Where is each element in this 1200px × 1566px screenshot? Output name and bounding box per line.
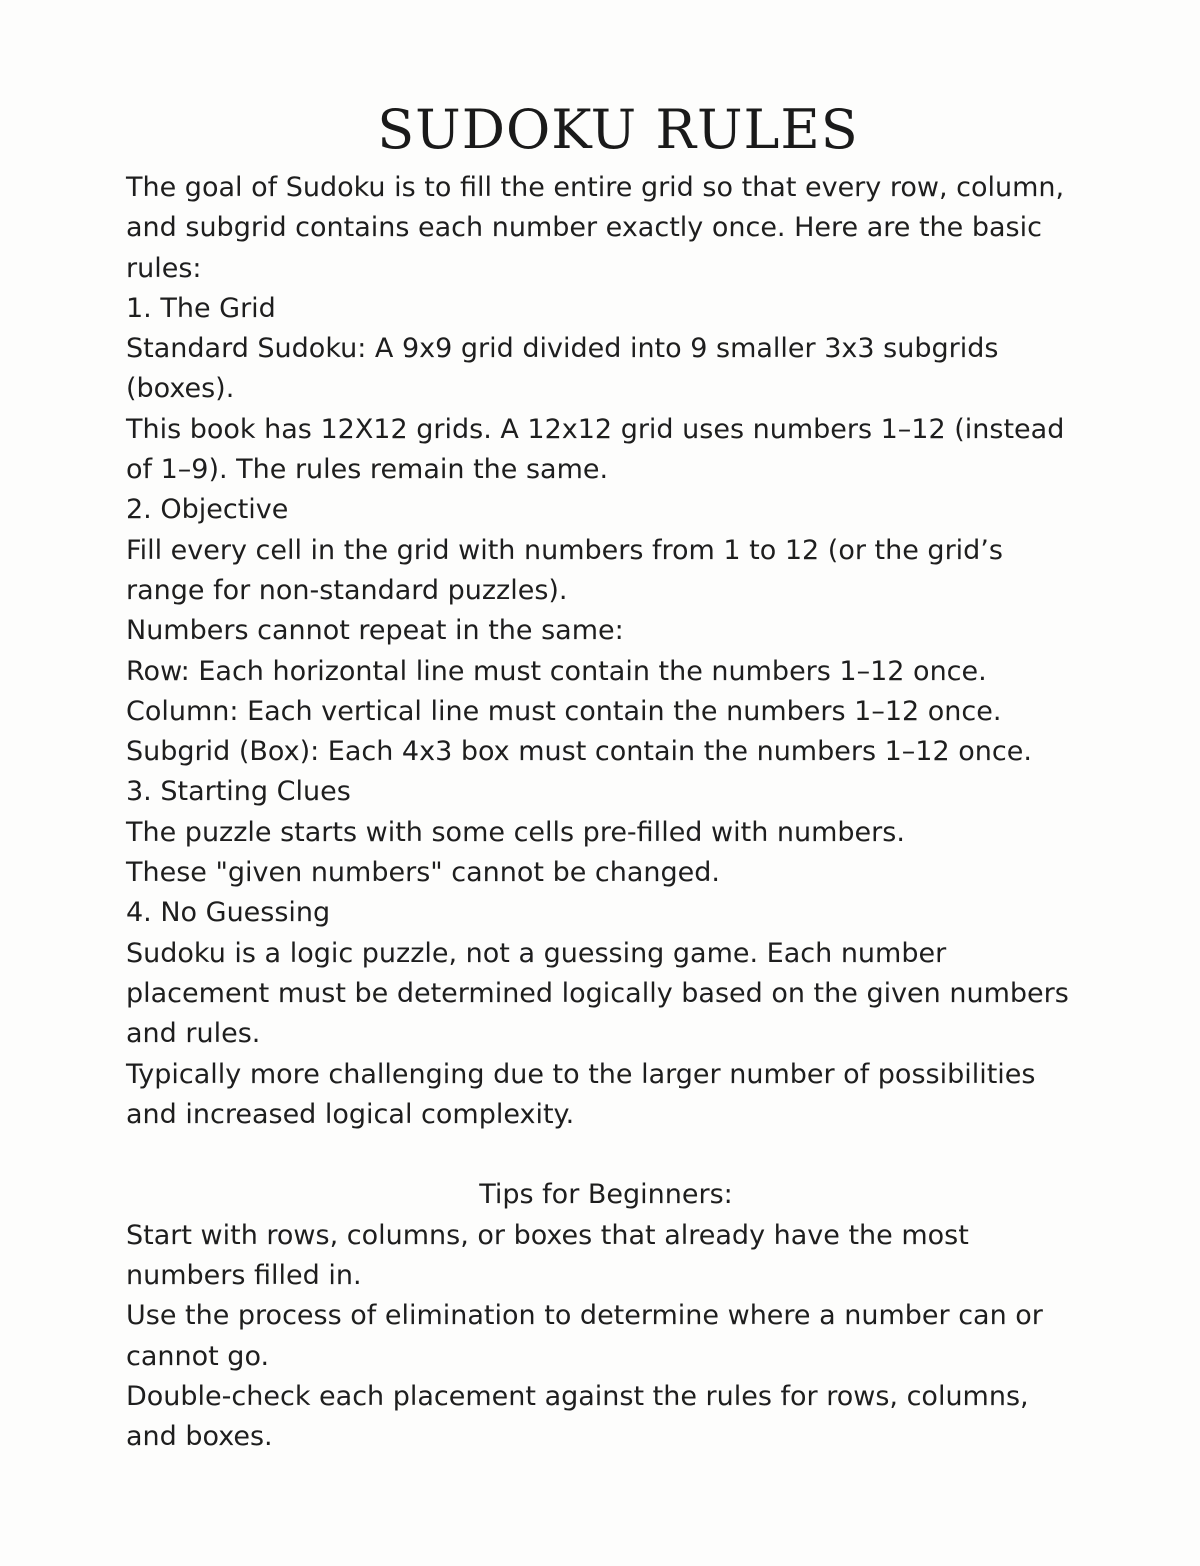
section-heading-no-guessing: 4. No Guessing [126,897,331,929]
grid-text-line-2: (boxes). [126,373,235,405]
clues-text-line-2: These "given numbers" cannot be changed. [126,857,720,889]
rule-row: Row: Each horizontal line must contain the numbers 1–12 once. [126,655,987,687]
page-title: SUDOKU RULES [377,98,859,161]
rules-body [126,168,1116,1458]
tips-heading: Tips for Beginners: [479,1179,733,1211]
tip-2-line-1: Use the process of elimination to determine where a number can or [126,1300,1043,1332]
clues-text-line-1: The puzzle starts with some cells pre-filled with numbers. [126,816,905,848]
blank-line [126,1135,1116,1175]
section-heading-clues: 3. Starting Clues [126,776,351,808]
section-heading-objective: 2. Objective [126,494,289,526]
tip-2-line-2: cannot go. [126,1340,270,1372]
objective-text-line-2: range for non-standard puzzles). [126,574,568,606]
section-heading-grid: 1. The Grid [126,292,276,324]
intro-line-2: and subgrid contains each number exactly once. Here are the basic [126,212,1042,244]
tip-3-line-2: and boxes. [126,1421,273,1453]
intro-line-3: rules: [126,252,202,284]
grid-text-line-4: of 1–9). The rules remain the same. [126,454,609,486]
tip-1-line-1: Start with rows, columns, or boxes that already have the most [126,1219,969,1251]
tip-3-line-1: Double-check each placement against the rules for rows, columns, [126,1380,1029,1412]
rule-column: Column: Each vertical line must contain the numbers 1–12 once. [126,695,1002,727]
no-guessing-text-line-1: Sudoku is a logic puzzle, not a guessing game. Each number [126,937,947,969]
objective-text-line-3: Numbers cannot repeat in the same: [126,615,624,647]
objective-text-line-1: Fill every cell in the grid with numbers from 1 to 12 (or the grid’s [126,534,1003,566]
tip-1-line-2: numbers filled in. [126,1260,362,1292]
grid-text-line-3: This book has 12X12 grids. A 12x12 grid uses numbers 1–12 (instead [126,413,1065,445]
no-guessing-text-line-2: placement must be determined logically based on the given numbers [126,977,1069,1009]
no-guessing-text-line-3: and rules. [126,1018,261,1050]
rule-subgrid: Subgrid (Box): Each 4x3 box must contain the numbers 1–12 once. [126,736,1032,768]
no-guessing-text-line-4: Typically more challenging due to the larger number of possibilities [126,1058,1036,1090]
intro-line-1: The goal of Sudoku is to fill the entire grid so that every row, column, [126,172,1065,203]
no-guessing-text-line-5: and increased logical complexity. [126,1098,575,1130]
grid-text-line-1: Standard Sudoku: A 9x9 grid divided into 9 smaller 3x3 subgrids [126,333,999,365]
